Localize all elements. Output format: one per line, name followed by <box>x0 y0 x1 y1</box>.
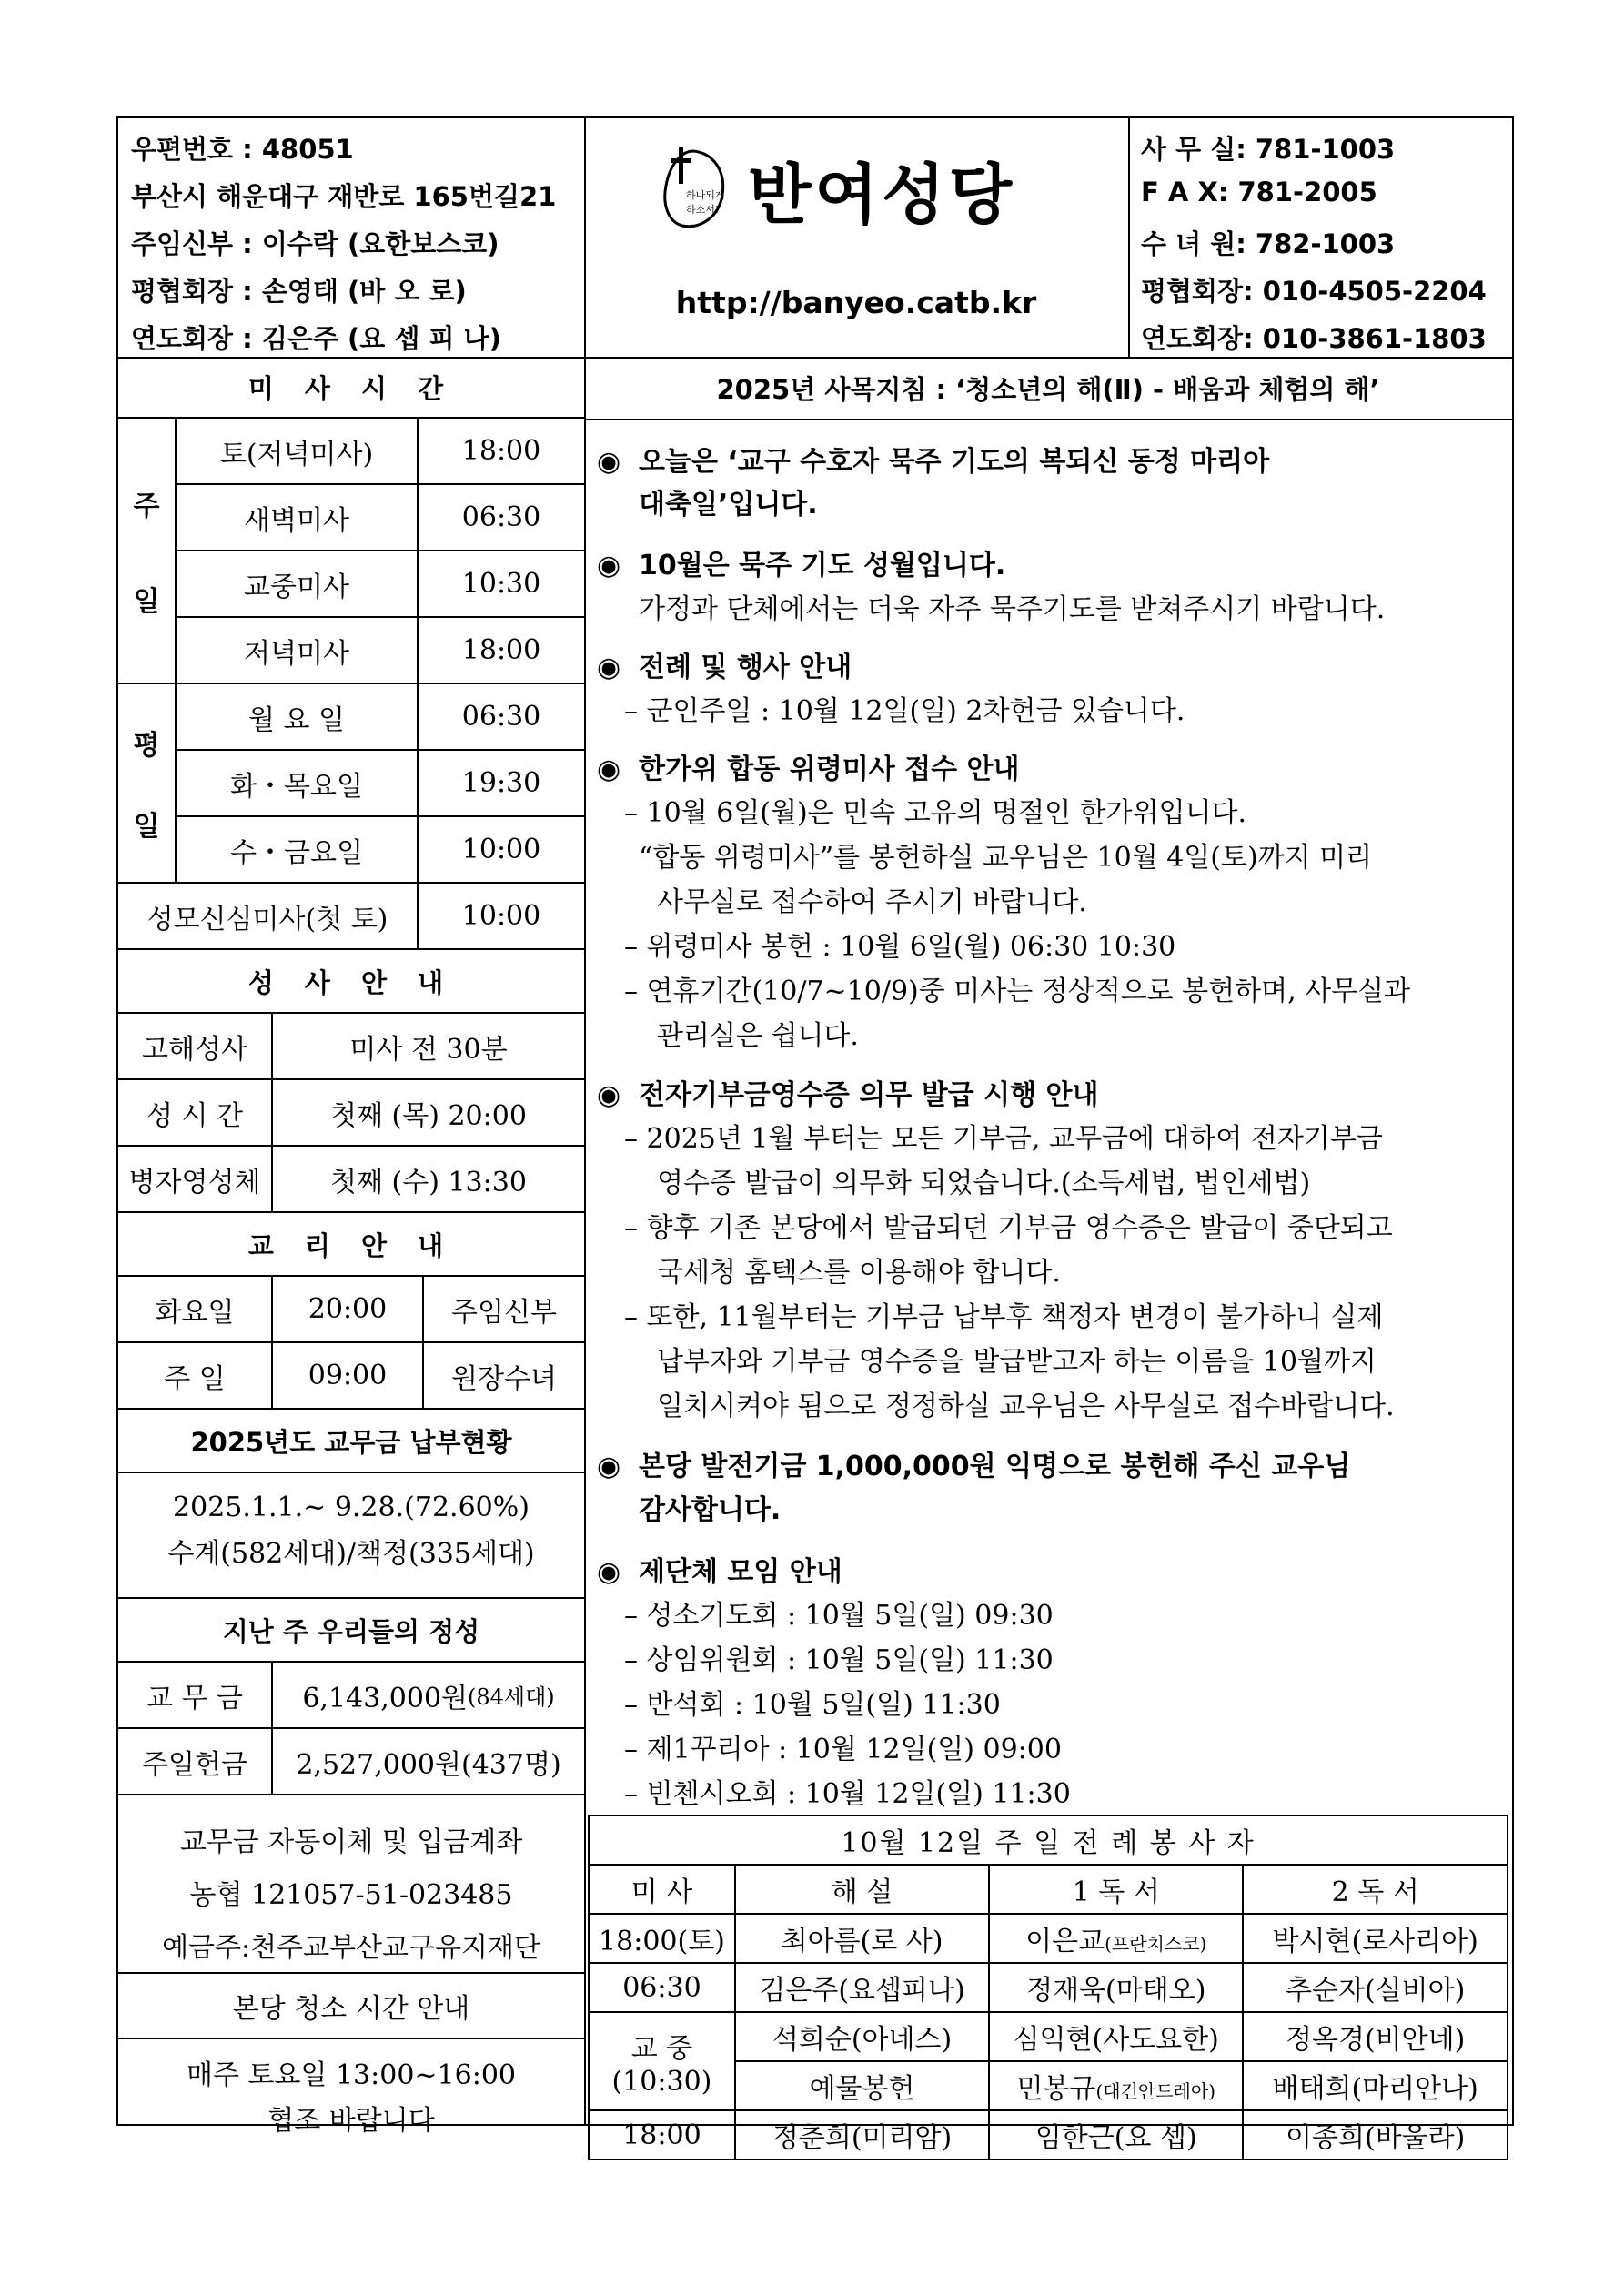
sacrament-row: 성 시 간 첫째 (목) 20:00 <box>118 1080 584 1147</box>
catechism-title: 교 리 안 내 <box>118 1213 584 1277</box>
dues-title: 2025년도 교무금 납부현황 <box>118 1410 584 1473</box>
notice-line: – 상임위원회 : 10월 5일(일) 11:30 <box>624 1644 1054 1676</box>
header <box>118 118 1512 359</box>
sacrament-row: 병자영성체 첫째 (수) 13:30 <box>118 1147 584 1213</box>
header-contacts <box>1128 118 1512 357</box>
regional-head: 연도회장 : 김은주 (요 셉 피 나) <box>131 323 501 354</box>
fax-number: F A X: 781-2005 <box>1141 177 1377 207</box>
notice-line: – 2025년 1월 부터는 모든 기부금, 교무금에 대하여 전자기부금 <box>624 1123 1383 1155</box>
sacrament-title: 성 사 안 내 <box>118 950 584 1014</box>
dues-status: 2025.1.1.~ 9.28.(72.60%) 수계(582세대)/책정(335세대) <box>118 1473 584 1599</box>
notice-title: ◉ 본당 발전기금 1,000,000원 익명으로 봉헌해 주신 교우님 <box>597 1451 1351 1482</box>
left-column <box>118 357 586 2137</box>
cleaning-info: 매주 토요일 13:00~16:00 협조 바랍니다 <box>186 2059 517 2137</box>
offering-row: 주일헌금 2,527,000원 (437명) <box>118 1729 584 1795</box>
offering-title: 지난 주 우리들의 정성 <box>118 1599 584 1663</box>
notice-line: – 연휴기간(10/7~10/9)중 미사는 정상적으로 봉헌하며, 사무실과 <box>624 976 1411 1007</box>
table-row: 예물봉헌 민봉규(대건안드레아) 배태희(마리안나) <box>589 2061 1508 2110</box>
notice-title-cont: 대축일’입니다. <box>639 489 818 521</box>
convent-phone: 수 녀 원: 782-1003 <box>1141 228 1396 259</box>
table-row <box>589 1816 1508 1865</box>
notice-line: 국세청 홈텍스를 이용해야 합니다. <box>657 1257 1061 1289</box>
duty-table-title: 10월 12일 주 일 전 례 봉 사 자 <box>589 1816 1508 1865</box>
postal-code: 우편번호 : 48051 <box>131 134 354 165</box>
notice-title: ◉ 오늘은 ‘교구 수호자 묵주 기도의 복되신 동정 마리아 <box>597 446 1270 478</box>
notice-line: 관리실은 쉽니다. <box>657 1020 859 1052</box>
regional-phone: 연도회장: 010-3861-1803 <box>1141 323 1487 354</box>
notice-title: ◉ 전자기부금영수증 의무 발급 시행 안내 <box>597 1079 1099 1111</box>
special-mass-row: 성모신심미사(첫 토) 10:00 <box>118 884 584 950</box>
logo-text-1: 하나되게 <box>686 189 725 201</box>
logo-text-2: 하소서! <box>686 204 720 216</box>
notice-line: – 제1꾸리아 : 10월 12일(일) 09:00 <box>624 1734 1062 1765</box>
notice-line: 일치시켜야 됨으로 정정하실 교우님은 사무실로 접수바랍니다. <box>657 1391 1395 1422</box>
notice-line: – 군인주일 : 10월 12일(일) 2차헌금 있습니다. <box>624 695 1185 727</box>
office-phone: 사 무 실: 781-1003 <box>1141 134 1396 165</box>
notice-line: – 10월 6일(월)은 민속 고유의 명절인 한가위입니다. <box>624 797 1247 829</box>
table-row: 18:00 정춘희(미리암) 임한근(요 셉) 이종희(바울라) <box>589 2110 1508 2159</box>
header-title <box>584 118 1130 357</box>
notice-line: 영수증 발급이 의무화 되었습니다.(소득세법, 법인세법) <box>657 1168 1311 1199</box>
notice-line: – 향후 기존 본당에서 발급되던 기부금 영수증은 발급이 중단되고 <box>624 1212 1393 1244</box>
mass-row: 저녁미사 18:00 <box>177 618 584 683</box>
notice-line: – 또한, 11월부터는 기부금 납부후 책정자 변경이 불가하니 실제 <box>624 1301 1384 1333</box>
sacrament-row: 고해성사 미사 전 30분 <box>118 1014 584 1080</box>
table-header-row: 미 사 해 설 1 독 서 2 독 서 <box>589 1865 1508 1914</box>
notice-line: – 성소기도회 : 10월 5일(일) 09:30 <box>624 1600 1054 1632</box>
mass-row: 수・금요일 10:00 <box>177 817 584 882</box>
weekday-mass-block <box>118 684 584 884</box>
website-link[interactable]: http://banyeo.catb.kr <box>675 285 1037 320</box>
notice-title: ◉ 한가위 합동 위령미사 접수 안내 <box>597 754 1020 785</box>
table-row: 18:00(토) 최아름(로 사) 이은교(프란치스코) 박시현(로사리아) <box>589 1914 1508 1963</box>
notice-title: ◉ 제단체 모임 안내 <box>597 1556 842 1588</box>
church-name: 반여성당 <box>748 157 1016 233</box>
notice-line: – 위령미사 봉헌 : 10월 6일(월) 06:30 10:30 <box>624 931 1176 963</box>
notice-line: – 빈첸시오회 : 10월 12일(일) 11:30 <box>624 1778 1071 1810</box>
sunday-label: 주 일 <box>118 419 177 683</box>
mass-times-title: 미 사 시 간 <box>118 357 584 419</box>
notice-line: 납부자와 기부금 영수증을 발급받고자 하는 이름을 10월까지 <box>657 1346 1377 1378</box>
offering-row: 교 무 금 6,143,000원 (84세대) <box>118 1663 584 1729</box>
header-info <box>118 118 586 357</box>
notice-title: ◉ 10월은 묵주 기도 성월입니다. <box>597 550 1006 582</box>
church-logo-icon <box>657 144 730 235</box>
mass-row: 토(저녁미사) 18:00 <box>177 419 584 485</box>
address: 부산시 해운대구 재반로 165번길21 <box>131 181 557 212</box>
pastor: 주임신부 : 이수락 (요한보스코) <box>131 228 499 259</box>
account-info: 교무금 자동이체 및 입금계좌 농협 121057-51-023485 예금주:천주교부산교구유지재단 <box>118 1795 584 1974</box>
pastoral-theme: 2025년 사목지침 : ‘청소년의 해(Ⅱ) - 배움과 체험의 해’ <box>584 357 1512 420</box>
catechism-row: 화요일 20:00 주임신부 <box>118 1277 584 1343</box>
council-phone: 평협회장: 010-4505-2204 <box>1141 276 1487 307</box>
cleaning-title: 본당 청소 시간 안내 <box>118 1974 584 2039</box>
mass-row: 교중미사 10:30 <box>177 551 584 618</box>
mass-row: 화・목요일 19:30 <box>177 751 584 817</box>
notice-line: “합동 위령미사”를 봉헌하실 교우님은 10월 4일(토)까지 미리 <box>639 842 1373 874</box>
notice-line: 사무실로 접수하여 주시기 바랍니다. <box>657 886 1087 918</box>
table-row: 06:30 김은주(요셉피나) 정재욱(마태오) 추순자(실비아) <box>589 1963 1508 2012</box>
notice-title-cont: 감사합니다. <box>639 1494 782 1526</box>
liturgy-duty-table <box>588 1815 1508 2160</box>
notice-line: – 반석회 : 10월 5일(일) 11:30 <box>624 1689 1001 1721</box>
catechism-row: 주 일 09:00 원장수녀 <box>118 1343 584 1410</box>
council-head: 평협회장 : 손영태 (바 오 로) <box>131 276 467 307</box>
notice-line: 가정과 단체에서는 더욱 자주 묵주기도를 받쳐주시기 바랍니다. <box>639 593 1386 625</box>
mass-row: 월 요 일 06:30 <box>177 684 584 751</box>
right-column <box>584 357 1512 2154</box>
bulletin-page <box>116 116 1514 2154</box>
notice-title: ◉ 전례 및 행사 안내 <box>597 652 852 683</box>
table-row: 교 중 (10:30) 석희순(아네스) 심익현(사도요한) 정옥경(비안네) <box>589 2012 1508 2061</box>
weekday-label: 평 일 <box>118 684 177 882</box>
mass-row: 새벽미사 06:30 <box>177 485 584 551</box>
sunday-mass-block <box>118 419 584 684</box>
